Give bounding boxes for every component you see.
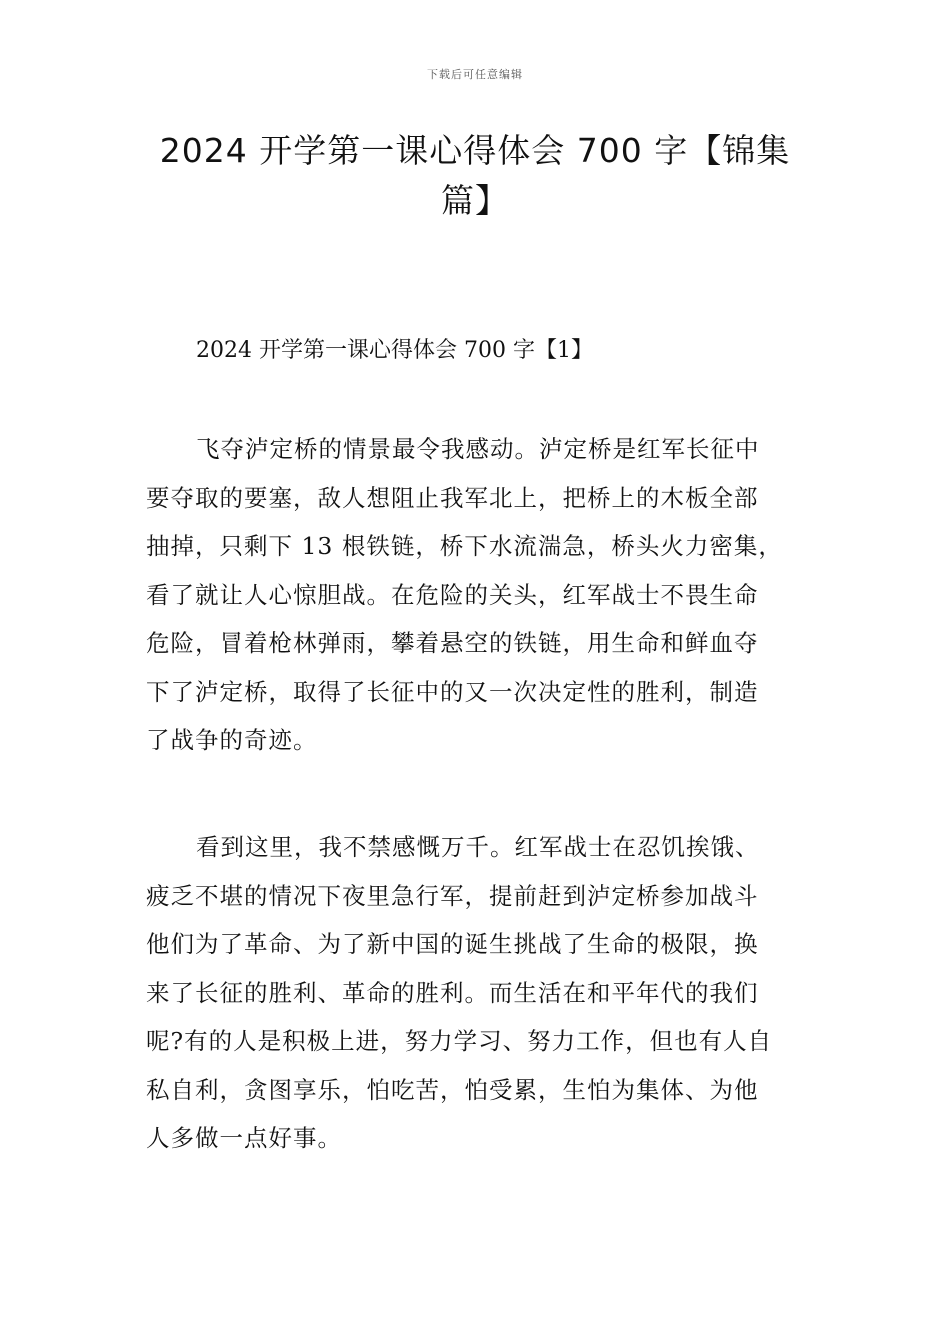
paragraph-line: 抽掉，只剩下 13 根铁链，桥下水流湍急，桥头火力密集， — [146, 532, 783, 560]
paragraph-line: 疲乏不堪的情况下夜里急行军，提前赶到泸定桥参加战斗 — [146, 881, 759, 910]
paragraph-line: 了战争的奇迹。 — [146, 726, 318, 754]
title-line-1: 2024 开学第一课心得体会 700 字【锦集 — [159, 131, 791, 170]
section-heading: 2024 开学第一课心得体会 700 字【1】 — [196, 338, 593, 363]
paragraph-line: 来了长征的胜利、革命的胜利。而生活在和平年代的我们 — [146, 978, 759, 1007]
paragraph-line: 要夺取的要塞，敌人想阻止我军北上，把桥上的木板全部 — [146, 483, 759, 512]
paragraph-line: 看了就让人心惊胆战。在危险的关头，红军战士不畏生命 — [146, 580, 759, 609]
paragraph-line: 私自利，贪图享乐，怕吃苦，怕受累，生怕为集体、为他 — [146, 1075, 759, 1104]
paragraph-1 — [146, 425, 810, 765]
document-title — [140, 126, 810, 226]
paragraph-line: 他们为了革命、为了新中国的诞生挑战了生命的极限，换 — [146, 930, 759, 958]
paragraph-line: 危险，冒着枪林弹雨，攀着悬空的铁链，用生命和鲜血夺 — [146, 629, 759, 657]
paragraph-line: 人多做一点好事。 — [146, 1124, 342, 1152]
header-note: 下载后可任意编辑 — [427, 68, 523, 81]
paragraph-line: 下了泸定桥，取得了长征中的又一次决定性的胜利，制造 — [146, 677, 759, 706]
title-line-2: 篇】 — [441, 181, 509, 220]
paragraph-line: 看到这里，我不禁感慨万千。红军战士在忍饥挨饿、 — [196, 833, 760, 861]
paragraph-line: 飞夺泸定桥的情景最令我感动。泸定桥是红军长征中 — [196, 435, 760, 463]
paragraph-line: 呢?有的人是积极上进，努力学习、努力工作，但也有人自 — [146, 1027, 773, 1055]
paragraph-2 — [146, 823, 810, 1163]
